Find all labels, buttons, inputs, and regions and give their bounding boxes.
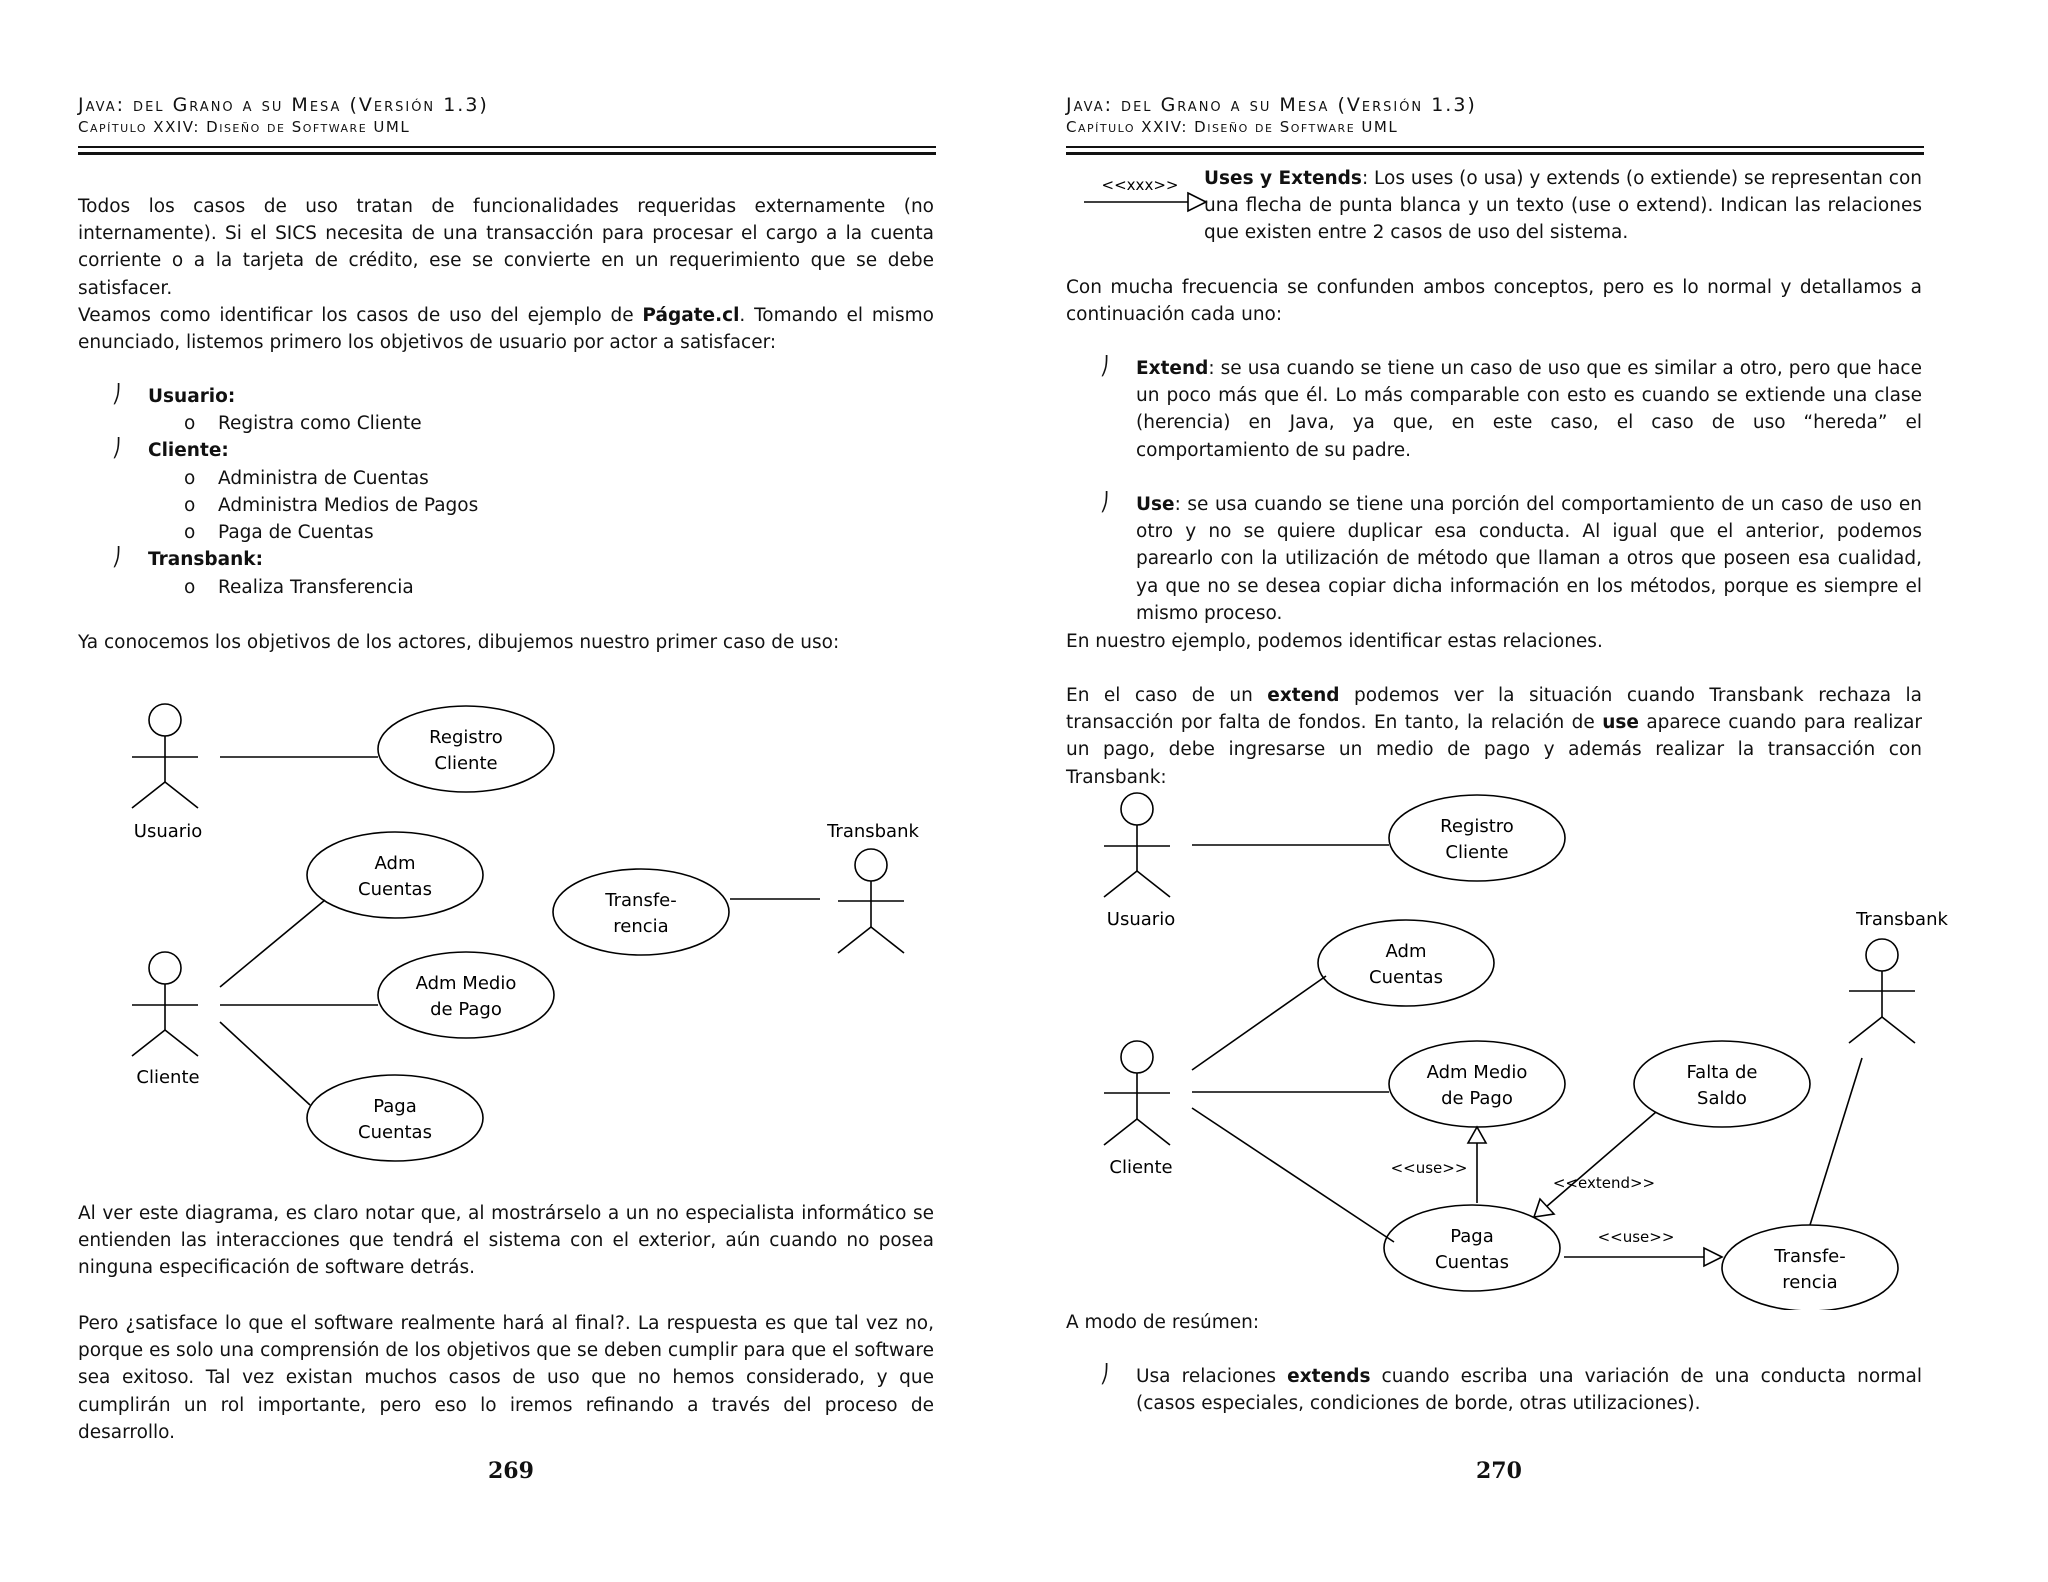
paragraph: Al ver este diagrama, es claro notar que, al mostrárselo a un no especialista informático se entienden las interacciones que tendrá el sistema con el exterior, aún cuando no posea ninguna especificación de software detrás. <box>78 1203 934 1279</box>
actor-transbank-figure <box>838 849 904 953</box>
uc-adm-cuentas-ellipse <box>307 832 483 918</box>
goal-item: Administra de Cuentas <box>218 468 429 489</box>
actor-usuario-figure <box>1104 793 1170 897</box>
bullet-icon: ⎠ <box>112 438 121 459</box>
sub-bullet-icon: o <box>184 522 196 543</box>
use-case-label: Transfe- <box>605 890 677 911</box>
paragraph: Usa relaciones extends cuando escriba una variación de una conducta normal (casos especiales, condiciones de borde, otras utilizaciones). <box>1136 1366 1922 1415</box>
use-case-label: Falta de <box>1686 1062 1758 1083</box>
actor-cliente-figure <box>132 952 198 1056</box>
use-case-label: Transfe- <box>1774 1246 1846 1267</box>
paragraph: Pero ¿satisface lo que el software realmente hará al final?. La respuesta es que tal vez no, porque es solo una comprensión de los objetivos que se deben cumplir para que el software sea exitoso. Tal vez existan muchos casos de uso que no hemos considerado, y que cumplirán un rol importante, pero eso lo iremos refinando a través del proceso de desarrollo. <box>78 1313 934 1443</box>
use-case-label: Saldo <box>1697 1088 1747 1109</box>
uc-registro-ellipse <box>378 706 554 792</box>
use-case-label: Cuentas <box>1435 1252 1509 1273</box>
actor-label: Usuario <box>133 821 203 842</box>
page-number: 270 <box>1476 1458 1522 1484</box>
use-case-label: de Pago <box>1441 1088 1513 1109</box>
use-case-label: Cuentas <box>1369 967 1443 988</box>
sub-bullet-icon: o <box>184 495 196 516</box>
header-rule <box>1066 146 1924 148</box>
actor-label: Transbank <box>827 821 919 842</box>
actor-label: Transbank <box>1856 909 1948 930</box>
header-rule <box>78 146 936 148</box>
uc-paga-ellipse <box>307 1075 483 1161</box>
uc-adm-cuentas-ellipse <box>1318 920 1494 1006</box>
uc-falta-saldo-ellipse <box>1634 1041 1810 1127</box>
use-case-diagram <box>0 680 1024 1170</box>
sub-bullet-icon: o <box>184 577 196 598</box>
chapter-header: Capítulo XXIV: Diseño de Software UML <box>78 118 411 136</box>
bullet-icon: ⎠ <box>1100 492 1109 513</box>
use-case-diagram-relations <box>1024 770 2048 1310</box>
paragraph: Uses y Extends: Los uses (o usa) y extends (o extiende) se representan con una flecha de punta blanca y un texto (use o extend). Indican las relaciones que existen entre 2 casos de uso del sistema. <box>1204 168 1922 244</box>
use-case-label: Cliente <box>434 753 498 774</box>
paragraph: A modo de resúmen: <box>1066 1312 1260 1333</box>
use-case-label: Adm Medio <box>415 973 517 994</box>
paragraph: Todos los casos de uso tratan de funcionalidades requeridas externamente (no internamente). Si el SICS necesita de una transacción para procesar el cargo a la cuenta corriente o a la tarjeta de crédito, ese se convierte en un requerimiento que se debe satisfacer. <box>78 196 934 299</box>
paragraph: Ya conocemos los objetivos de los actores, dibujemos nuestro primer caso de uso: <box>78 632 840 653</box>
use-case-label: Registro <box>429 727 503 748</box>
relation-label-use: <<use>> <box>1597 1228 1675 1246</box>
use-case-label: rencia <box>1782 1272 1838 1293</box>
uc-paga-ellipse <box>1384 1205 1560 1291</box>
paragraph: Use: se usa cuando se tiene una porción del comportamiento de un caso de uso en otro y no se quiere duplicar esa conducta. Al igual que el anterior, podemos parearlo con la utilización de método que llaman a otros que poseen esa cualidad, ya que no se desea copiar dicha información en los métodos, porque es siempre el mismo proceso. <box>1136 494 1922 624</box>
use-case-label: Cliente <box>1445 842 1509 863</box>
use-case-label: Adm <box>1385 941 1427 962</box>
uc-transferencia-ellipse <box>1722 1225 1898 1310</box>
paragraph: Extend: se usa cuando se tiene un caso de uso que es similar a otro, pero que hace un poco más que él. Lo más comparable con esto es cuando se extiende una clase (herencia) en Java, ya que, en este caso, el caso de uso “hereda” el comportamiento de su padre. <box>1136 358 1922 461</box>
book-title-header: Java: del Grano a su Mesa (Versión 1.3) <box>1066 94 1477 116</box>
use-case-label: Adm Medio <box>1426 1062 1528 1083</box>
use-case-label: Cuentas <box>358 1122 432 1143</box>
actor-list-item: Cliente: <box>148 440 229 461</box>
right-page <box>1024 0 2048 1582</box>
actor-cliente-figure <box>1104 1041 1170 1145</box>
actor-list-item: Usuario: <box>148 386 236 407</box>
actor-transbank-figure <box>1849 939 1915 1043</box>
chapter-header: Capítulo XXIV: Diseño de Software UML <box>1066 118 1399 136</box>
goal-item: Realiza Transferencia <box>218 577 414 598</box>
uses-extends-arrow-icon <box>1084 172 1224 222</box>
bullet-icon: ⎠ <box>112 547 121 568</box>
use-case-label: Cuentas <box>358 879 432 900</box>
goal-item: Administra Medios de Pagos <box>218 495 479 516</box>
uc-adm-medio-ellipse <box>378 952 554 1038</box>
actor-label: Cliente <box>136 1067 200 1088</box>
use-case-label: Registro <box>1440 816 1514 837</box>
header-rule-thick <box>78 152 936 155</box>
actor-label: Usuario <box>1106 909 1176 930</box>
relation-label-use: <<use>> <box>1390 1159 1468 1177</box>
use-case-label: rencia <box>613 916 669 937</box>
bullet-icon: ⎠ <box>112 384 121 405</box>
arrow-label: <<xxx>> <box>1101 176 1179 194</box>
paragraph: Con mucha frecuencia se confunden ambos conceptos, pero es lo normal y detallamos a continuación cada uno: <box>1066 277 1922 326</box>
goal-item: Paga de Cuentas <box>218 522 374 543</box>
actor-usuario-figure <box>132 704 198 808</box>
page-number: 269 <box>488 1458 534 1484</box>
paragraph: En nuestro ejemplo, podemos identificar estas relaciones. <box>1066 631 1603 652</box>
paragraph: Veamos como identificar los casos de uso del ejemplo de Págate.cl. Tomando el mismo enunciado, listemos primero los objetivos de usuario por actor a satisfacer: <box>78 305 934 354</box>
sub-bullet-icon: o <box>184 413 196 434</box>
use-case-label: Adm <box>374 853 416 874</box>
header-rule-thick <box>1066 152 1924 155</box>
use-case-label: Paga <box>373 1096 417 1117</box>
relation-label-extend: <<extend>> <box>1552 1174 1656 1192</box>
bullet-icon: ⎠ <box>1100 356 1109 377</box>
goal-item: Registra como Cliente <box>218 413 422 434</box>
use-case-label: de Pago <box>430 999 502 1020</box>
uc-adm-medio-ellipse <box>1389 1041 1565 1127</box>
paragraph: En el caso de un extend podemos ver la situación cuando Transbank rechaza la transacción por falta de fondos. En tanto, la relación de use aparece cuando para realizar un pago, debe ingresarse un medio de pago y además realizar la transacción con Transbank: <box>1066 685 1923 788</box>
sub-bullet-icon: o <box>184 468 196 489</box>
actor-list-item: Transbank: <box>148 549 263 570</box>
use-case-label: Paga <box>1450 1226 1494 1247</box>
bullet-icon: ⎠ <box>1100 1364 1109 1385</box>
actor-label: Cliente <box>1109 1157 1173 1178</box>
uc-registro-ellipse <box>1389 795 1565 881</box>
book-title-header: Java: del Grano a su Mesa (Versión 1.3) <box>78 94 489 116</box>
uc-transferencia-ellipse <box>553 869 729 955</box>
